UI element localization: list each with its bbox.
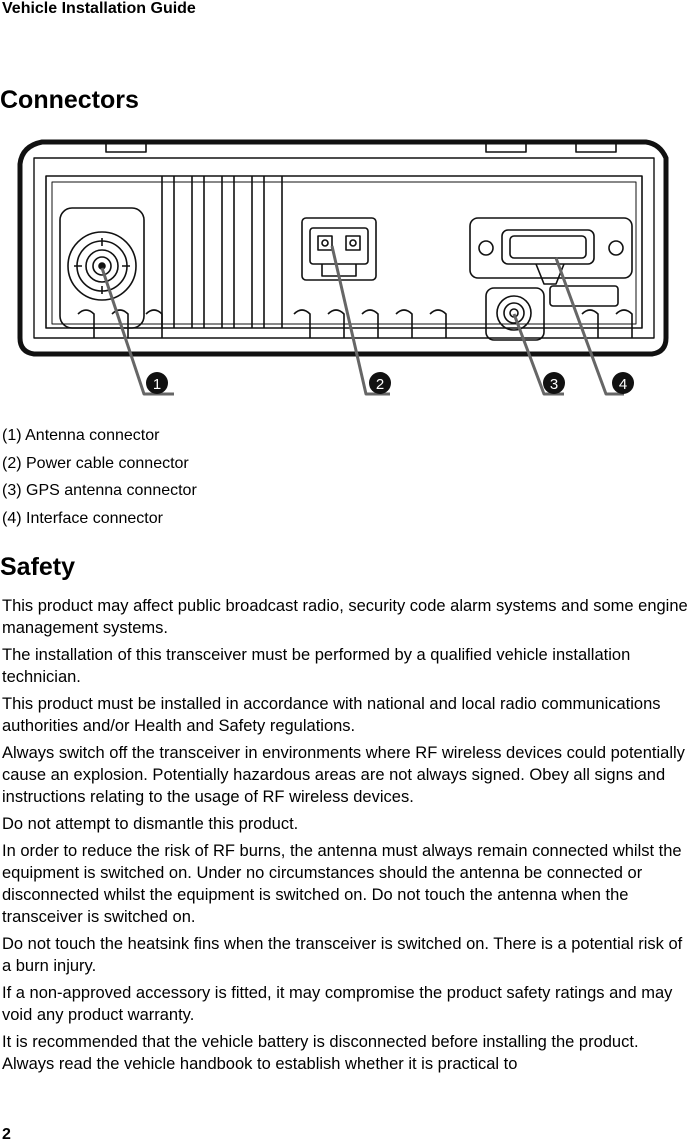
radio-rear-panel-figure [16, 138, 672, 408]
list-item: (2) Power cable connector [2, 454, 189, 472]
safety-heading: Safety [0, 553, 76, 581]
safety-paragraph: Always switch off the transceiver in environments where RF wireless devices could potentially cause an explosion. Potentially hazardous areas are not always signed. Obey all signs and instructions relating to the usage of RF wireless devices. [2, 744, 685, 806]
running-header: Vehicle Installation Guide [2, 0, 196, 17]
svg-text:3: 3 [549, 376, 559, 393]
safety-paragraph: If a non-approved accessory is fitted, it may compromise the product safety ratings and may void any product warranty. [2, 984, 673, 1025]
safety-paragraph: This product must be installed in accordance with national and local radio communications authorities and/or Health and Safety regulations. [2, 695, 661, 735]
svg-text:2: 2 [375, 376, 385, 393]
safety-paragraph: Do not attempt to dismantle this product. [2, 815, 299, 834]
callout-2 [369, 372, 391, 394]
svg-text:4: 4 [618, 376, 628, 393]
connector-list [2, 422, 662, 533]
safety-paragraph: In order to reduce the risk of RF burns, the antenna must always remain connected whilst the equipment is switched on. Under no circumstances should the antenna be connected or disconnected whilst the equipment is switched on. Do not touch the antenna when the transceiver is switched on. [2, 842, 682, 926]
list-item: (4) Interface connector [2, 510, 163, 528]
safety-paragraph: Do not touch the heatsink fins when the transceiver is switched on. There is a potential risk of a burn injury. [2, 935, 683, 975]
list-item: (1) Antenna connector [2, 427, 160, 444]
safety-paragraph: The installation of this transceiver must be performed by a qualified vehicle installation technician. [2, 646, 631, 686]
svg-text:1: 1 [152, 376, 162, 393]
safety-paragraph: This product may affect public broadcast radio, security code alarm systems and some engine management systems. [2, 597, 688, 637]
safety-body [2, 596, 688, 1081]
callout-4 [612, 372, 634, 394]
rear-panel-illustration [16, 138, 672, 408]
safety-paragraph: It is recommended that the vehicle battery is disconnected before installing the product. Always read the vehicle handbook to establish whether it is practical to [2, 1033, 639, 1074]
connectors-heading: Connectors [0, 86, 139, 114]
callout-3 [543, 372, 565, 394]
page-number: 2 [2, 1126, 11, 1143]
list-item: (3) GPS antenna connector [2, 482, 197, 500]
callout-1 [146, 372, 168, 394]
